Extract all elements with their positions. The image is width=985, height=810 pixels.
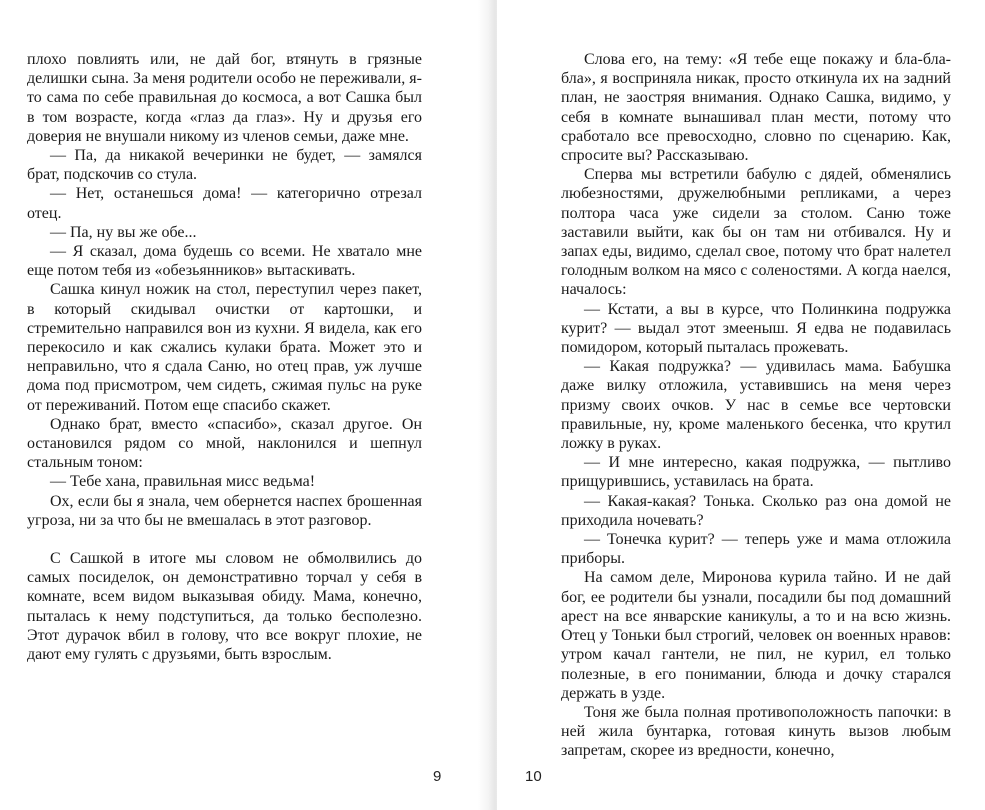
right-page: [497, 0, 985, 810]
paragraph: плохо повлиять или, не дай бог, втянуть в грязные делишки сына. За меня родители особо не переживали, я-то сама по себе правильная до космоса, а вот Сашка был в том возрасте, когда «глаз да глаз». Ну и друзья его доверия не внушали никому из членов семьи, даже мне.: [27, 51, 422, 145]
left-page-text: [27, 50, 422, 664]
page-number: 10: [525, 768, 542, 785]
paragraph: — Па, ну вы же обе...: [50, 223, 197, 241]
right-page-text: [561, 50, 951, 761]
paragraph: Ох, если бы я знала, чем обернется наспех брошенная угроза, ни за что бы не вмешалась в этот разговор.: [27, 492, 422, 529]
paragraph: — Тебе хана, правильная мисс ведьма!: [50, 473, 316, 491]
paragraph: Слова его, на тему: «Я тебе еще покажу и бла-бла-бла», я восприняла никак, просто откинула их на задний план, не заостряя внимания. Однако Сашка, видимо, у себя в комнате вынашивал план мести, потому что сработало все превосходно, словно по сценарию. Как, спросите вы? Рассказываю.: [561, 51, 951, 165]
paragraph: Однако брат, вместо «спасибо», сказал другое. Он остановился рядом со мной, наклонился и шепнул стальным тоном:: [27, 415, 422, 472]
paragraph: — Какая подружка? — удивилась мама. Бабушка даже вилку отложила, уставившись на меня через призму своих очков. У нас в семье все чертовски правильные, ну, кроме маленького бесенка, что крутил ложку в руках.: [561, 358, 951, 453]
paragraph: — Какая-какая? Тонька. Сколько раз она домой не приходила ночевать?: [561, 492, 951, 529]
paragraph: — Нет, останешься дома! — категорично отрезал отец.: [27, 185, 422, 222]
paragraph: — Я сказал, дома будешь со всеми. Не хватало мне еще потом тебя из «обезьянников» вытаскивать.: [27, 243, 422, 280]
paragraph: — И мне интересно, какая подружка, — пытливо прищурившись, уставилась на брата.: [561, 454, 951, 491]
paragraph: — Кстати, а вы в курсе, что Полинкина подружка курит? — выдал этот змееныш. Я едва не подавилась помидором, который пыталась прожевать.: [561, 300, 951, 357]
paragraph: Сперва мы встретили бабулю с дядей, обменялись любезностями, дружелюбными репликами, а через полтора часа уже сидели за столом. Саню тоже заставили выйти, как бы он там ни отбивался. Ну и запах еды, видимо, сделал свое, потому что брат налетел голодным волком на мясо с соленостями. А когда наелся, началось:: [561, 166, 952, 299]
paragraph: На самом деле, Миронова курила тайно. И не дай бог, ее родители бы узнали, посадили бы под домашний арест на все январские каникулы, а то и на всю жизнь. Отец у Тоньки был строгий, человек он военных нравов: утром качал гантели, не пил, не курил, ел только полезные, в его понимании, блюда и дочку старался держать в узде.: [561, 569, 951, 702]
paragraph: Сашка кинул ножик на стол, переступил через пакет, в который скидывал очистки от картошки, и стремительно направился вон из кухни. Я видела, как его перекосило и как сжались кулаки брата. Может это и неправильно, что я сдала Саню, но отец прав, уж лучше дома под присмотром, чем сидеть, сжимая пульс на руке от переживаний. Потом еще спасибо скажет.: [27, 281, 422, 414]
left-page: [0, 0, 488, 810]
paragraph: С Сашкой в итоге мы словом не обмолвились до самых посиделок, он демонстративно торчал у себя в комнате, всем видом выказывая обиду. Мама, конечно, пыталась к нему подступиться, да только бесполезно. Этот дурачок вбил в голову, что все вокруг плохие, не дают ему гулять с друзьями, быть взрослым.: [27, 550, 422, 664]
paragraph: — Па, да никакой вечеринки не будет, — замялся брат, подскочив со стула.: [27, 147, 422, 184]
paragraph: Тоня же была полная противоположность папочки: в ней жила бунтарка, готовая кинуть вызов любым запретам, скорее из вредности, конечно,: [561, 703, 951, 760]
paragraph: — Тонечка курит? — теперь уже и мама отложила приборы.: [561, 531, 951, 568]
page-number: 9: [433, 768, 442, 785]
section-break: [27, 530, 422, 549]
